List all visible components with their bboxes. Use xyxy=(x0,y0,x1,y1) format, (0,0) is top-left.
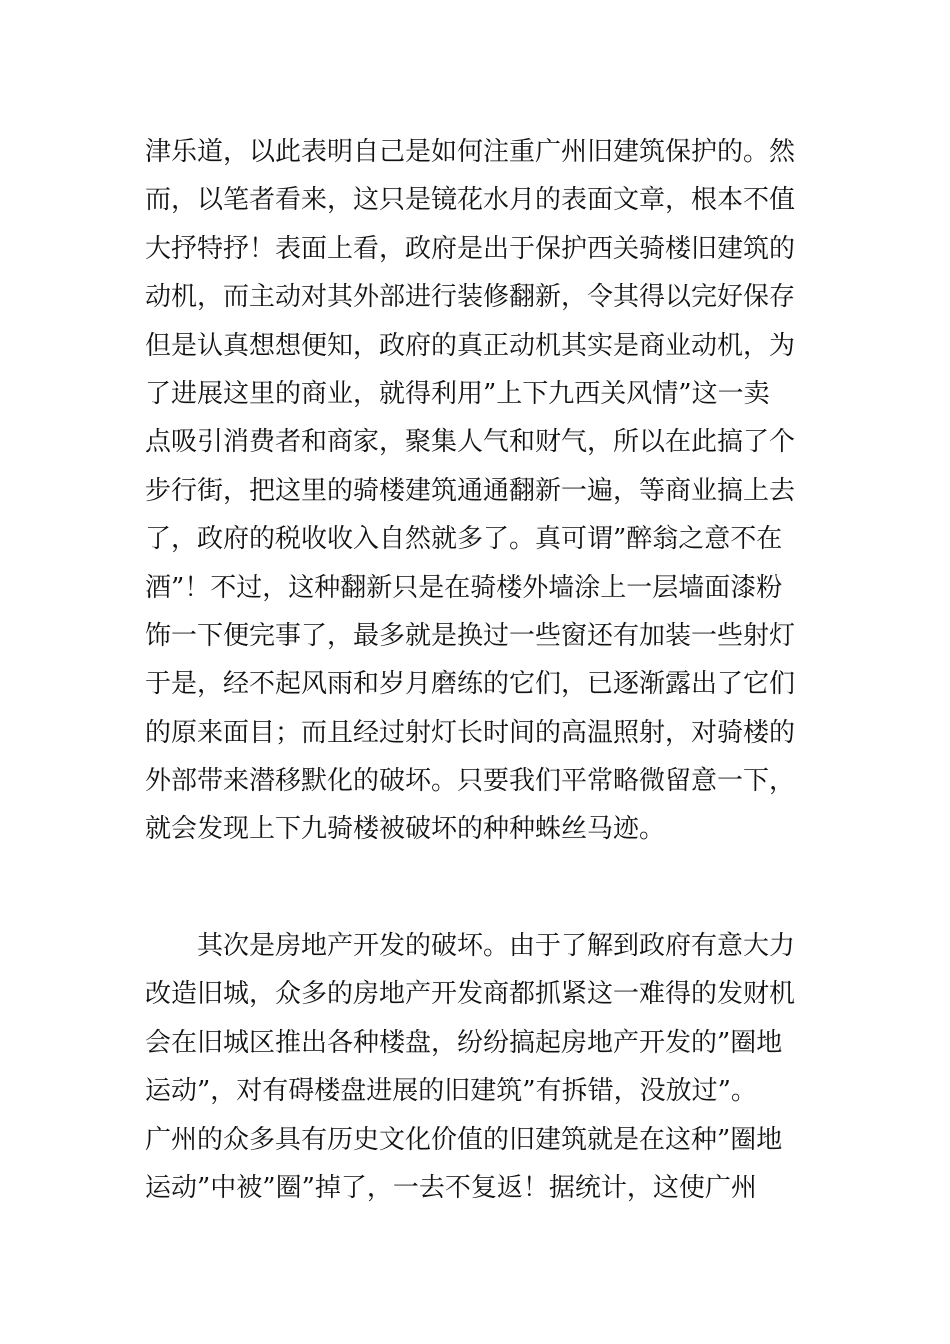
text-line: 津乐道，以此表明自己是如何注重广州旧建筑保护的。然 xyxy=(145,137,796,167)
text-line: 饰一下便完事了，最多就是换过一些窗还有加装一些射灯 xyxy=(145,620,796,651)
text-line: 运动”中被”圈”掉了，一去不复返！据统计，这使广州 xyxy=(145,1172,757,1203)
text-line: 会在旧城区推出各种楼盘，纷纷搞起房地产开发的”圈地 xyxy=(145,1027,783,1058)
text-line: 运动”，对有碍楼盘进展的旧建筑”有拆错，没放过”。 xyxy=(145,1076,757,1107)
text-line: 外部带来潜移默化的破坏。只要我们平常略微留意一下， xyxy=(145,766,796,797)
text-line: 改造旧城，众多的房地产开发商都抓紧这一难得的发财机 xyxy=(145,979,796,1010)
text-line: 酒”！不过，这种翻新只是在骑楼外墙涂上一层墙面漆粉 xyxy=(145,572,783,603)
paragraph-1 xyxy=(145,128,815,854)
paragraph-2 xyxy=(145,922,815,1212)
text-line: 广州的众多具有历史文化价值的旧建筑就是在这种”圈地 xyxy=(145,1124,783,1155)
text-line: 而，以笔者看来，这只是镜花水月的表面文章，根本不值 xyxy=(145,185,796,216)
text-line: 步行街，把这里的骑楼建筑通通翻新一遍，等商业搞上去 xyxy=(145,475,796,506)
text-line: 大抒特抒！表面上看，政府是出于保护西关骑楼旧建筑的 xyxy=(145,233,796,264)
text-line: 了，政府的税收收入自然就多了。真可谓”醉翁之意不在 xyxy=(145,524,783,555)
text-line: 点吸引消费者和商家，聚集人气和财气，所以在此搞了个 xyxy=(145,427,796,458)
text-line: 就会发现上下九骑楼被破坏的种种蛛丝马迹。 xyxy=(145,814,666,845)
text-line: 其次是房地产开发的破坏。由于了解到政府有意大力 xyxy=(145,931,796,961)
text-line: 了进展这里的商业，就得利用”上下九西关风情”这一卖 xyxy=(145,378,770,409)
text-line: 但是认真想想便知，政府的真正动机其实是商业动机，为 xyxy=(145,330,796,361)
text-line: 动机，而主动对其外部进行装修翻新，令其得以完好保存 xyxy=(145,282,796,313)
text-line: 的原来面目；而且经过射灯长时间的高温照射，对骑楼的 xyxy=(145,717,796,748)
text-line: 于是，经不起风雨和岁月磨练的它们，已逐渐露出了它们 xyxy=(145,669,796,700)
